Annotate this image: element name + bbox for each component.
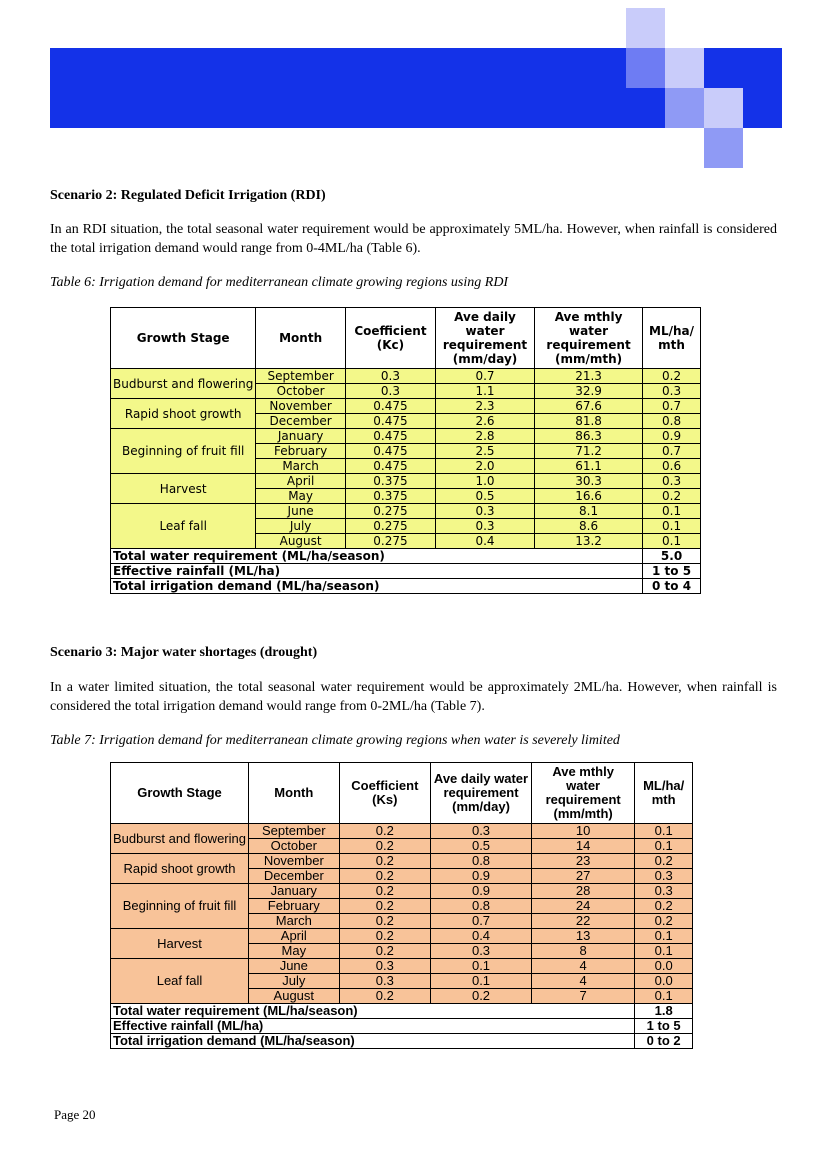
monthly-cell: 7 [532, 989, 635, 1004]
coefficient-cell: 0.475 [345, 459, 435, 474]
table-row [111, 399, 701, 414]
stage-cell: Leaf fall [111, 504, 256, 549]
monthly-cell: 27 [532, 869, 635, 884]
coefficient-cell: 0.2 [339, 944, 430, 959]
table-row [111, 474, 701, 489]
coefficient-cell: 0.3 [345, 369, 435, 384]
daily-cell: 2.5 [436, 444, 535, 459]
effective-rainfall-value: 1 to 5 [643, 564, 701, 579]
coefficient-cell: 0.2 [339, 839, 430, 854]
ml-cell: 0.6 [643, 459, 701, 474]
daily-cell: 0.2 [431, 989, 532, 1004]
header-growth-stage: Growth Stage [111, 763, 249, 824]
month-cell: May [248, 944, 339, 959]
total-row [111, 1034, 693, 1049]
month-cell: June [256, 504, 345, 519]
monthly-cell: 86.3 [534, 429, 642, 444]
ml-cell: 0.1 [635, 944, 693, 959]
monthly-cell: 61.1 [534, 459, 642, 474]
stage-cell: Harvest [111, 474, 256, 504]
month-cell: October [248, 839, 339, 854]
monthly-cell: 24 [532, 899, 635, 914]
header-ave-daily: Ave daily water requirement (mm/day) [431, 763, 532, 824]
monthly-cell: 8 [532, 944, 635, 959]
coefficient-cell: 0.375 [345, 489, 435, 504]
monthly-cell: 67.6 [534, 399, 642, 414]
ml-cell: 0.1 [643, 504, 701, 519]
month-cell: July [256, 519, 345, 534]
page-number: Page 20 [54, 1107, 96, 1122]
ml-cell: 0.1 [643, 534, 701, 549]
decorative-square [704, 128, 743, 168]
header-ave-monthly: Ave mthly water requirement (mm/mth) [534, 308, 642, 369]
daily-cell: 0.4 [436, 534, 535, 549]
month-cell: November [248, 854, 339, 869]
monthly-cell: 81.8 [534, 414, 642, 429]
scenario3-heading: Scenario 3: Major water shortages (drought) [50, 645, 318, 660]
ml-cell: 0.8 [643, 414, 701, 429]
table-row [111, 824, 693, 839]
total-row [111, 1019, 693, 1034]
coefficient-cell: 0.275 [345, 519, 435, 534]
daily-cell: 2.8 [436, 429, 535, 444]
header-month: Month [256, 308, 345, 369]
daily-cell: 0.1 [431, 974, 532, 989]
coefficient-cell: 0.2 [339, 884, 430, 899]
ml-cell: 0.7 [643, 399, 701, 414]
month-cell: January [256, 429, 345, 444]
monthly-cell: 8.6 [534, 519, 642, 534]
monthly-cell: 23 [532, 854, 635, 869]
ml-cell: 0.3 [643, 384, 701, 399]
header-ave-daily: Ave daily water requirement (mm/day) [436, 308, 535, 369]
scenario2-heading: Scenario 2: Regulated Deficit Irrigation (RDI) [50, 188, 326, 203]
month-cell: August [256, 534, 345, 549]
total-row [111, 579, 701, 594]
daily-cell: 0.7 [436, 369, 535, 384]
decorative-square [626, 8, 665, 48]
effective-rainfall-value: 1 to 5 [635, 1019, 693, 1034]
coefficient-cell: 0.2 [339, 989, 430, 1004]
header-coefficient: Coefficient (Kc) [345, 308, 435, 369]
ml-cell: 0.1 [635, 824, 693, 839]
daily-cell: 0.1 [431, 959, 532, 974]
daily-cell: 0.3 [436, 504, 535, 519]
month-cell: February [256, 444, 345, 459]
ml-cell: 0.0 [635, 974, 693, 989]
month-cell: September [256, 369, 345, 384]
ml-cell: 0.3 [635, 884, 693, 899]
coefficient-cell: 0.475 [345, 399, 435, 414]
decorative-square [665, 48, 704, 88]
ml-cell: 0.2 [643, 369, 701, 384]
daily-cell: 2.0 [436, 459, 535, 474]
month-cell: January [248, 884, 339, 899]
monthly-cell: 21.3 [534, 369, 642, 384]
month-cell: February [248, 899, 339, 914]
month-cell: March [256, 459, 345, 474]
coefficient-cell: 0.475 [345, 429, 435, 444]
daily-cell: 0.5 [431, 839, 532, 854]
month-cell: April [248, 929, 339, 944]
irrigation-demand-label: Total irrigation demand (ML/ha/season) [111, 1034, 635, 1049]
ml-cell: 0.7 [643, 444, 701, 459]
decorative-square [665, 88, 704, 128]
monthly-cell: 8.1 [534, 504, 642, 519]
monthly-cell: 13 [532, 929, 635, 944]
ml-cell: 0.1 [643, 519, 701, 534]
header-coefficient: Coefficient (Ks) [339, 763, 430, 824]
stage-cell: Leaf fall [111, 959, 249, 1004]
ml-cell: 0.2 [635, 854, 693, 869]
coefficient-cell: 0.475 [345, 444, 435, 459]
monthly-cell: 30.3 [534, 474, 642, 489]
month-cell: September [248, 824, 339, 839]
daily-cell: 1.0 [436, 474, 535, 489]
month-cell: June [248, 959, 339, 974]
daily-cell: 0.5 [436, 489, 535, 504]
ml-cell: 0.1 [635, 839, 693, 854]
coefficient-cell: 0.275 [345, 534, 435, 549]
stage-cell: Rapid shoot growth [111, 399, 256, 429]
coefficient-cell: 0.2 [339, 854, 430, 869]
ml-cell: 0.0 [635, 959, 693, 974]
monthly-cell: 13.2 [534, 534, 642, 549]
effective-rainfall-label: Effective rainfall (ML/ha) [111, 1019, 635, 1034]
stage-cell: Rapid shoot growth [111, 854, 249, 884]
decorative-square [743, 48, 782, 88]
scenario2-paragraph: In an RDI situation, the total seasonal water requirement would be approximately 5ML/ha. However, when rainfall is considered the total irrigation demand would range from 0-4ML/ha (Table 6). [50, 222, 777, 256]
month-cell: May [256, 489, 345, 504]
total-row [111, 564, 701, 579]
monthly-cell: 16.6 [534, 489, 642, 504]
decorative-square [704, 88, 743, 128]
effective-rainfall-label: Effective rainfall (ML/ha) [111, 564, 643, 579]
monthly-cell: 4 [532, 959, 635, 974]
decorative-square [626, 48, 665, 88]
month-cell: March [248, 914, 339, 929]
total-row [111, 549, 701, 564]
daily-cell: 0.8 [431, 899, 532, 914]
ml-cell: 0.2 [635, 914, 693, 929]
header-ml-ha-mth: ML/ha/ mth [635, 763, 693, 824]
month-cell: August [248, 989, 339, 1004]
daily-cell: 0.3 [436, 519, 535, 534]
stage-cell: Beginning of fruit fill [111, 429, 256, 474]
ml-cell: 0.3 [635, 869, 693, 884]
monthly-cell: 22 [532, 914, 635, 929]
coefficient-cell: 0.3 [339, 974, 430, 989]
stage-cell: Harvest [111, 929, 249, 959]
month-cell: October [256, 384, 345, 399]
ml-cell: 0.9 [643, 429, 701, 444]
coefficient-cell: 0.3 [339, 959, 430, 974]
coefficient-cell: 0.2 [339, 869, 430, 884]
coefficient-cell: 0.275 [345, 504, 435, 519]
coefficient-cell: 0.2 [339, 824, 430, 839]
table-row [111, 884, 693, 899]
daily-cell: 0.7 [431, 914, 532, 929]
monthly-cell: 10 [532, 824, 635, 839]
month-cell: December [256, 414, 345, 429]
table-row [111, 959, 693, 974]
ml-cell: 0.3 [643, 474, 701, 489]
table-row [111, 854, 693, 869]
table-row [111, 369, 701, 384]
ml-cell: 0.2 [635, 899, 693, 914]
header-month: Month [248, 763, 339, 824]
coefficient-cell: 0.3 [345, 384, 435, 399]
scenario3-paragraph: In a water limited situation, the total seasonal water requirement would be approximately 2ML/ha. However, when rainfall is considered the total irrigation demand would range from 0-2ML/ha (Table 7). [50, 680, 777, 714]
total-water-label: Total water requirement (ML/ha/season) [111, 1004, 635, 1019]
coefficient-cell: 0.375 [345, 474, 435, 489]
coefficient-cell: 0.2 [339, 914, 430, 929]
stage-cell: Beginning of fruit fill [111, 884, 249, 929]
daily-cell: 0.9 [431, 869, 532, 884]
irrigation-demand-label: Total irrigation demand (ML/ha/season) [111, 579, 643, 594]
total-water-value: 5.0 [643, 549, 701, 564]
ml-cell: 0.2 [643, 489, 701, 504]
monthly-cell: 32.9 [534, 384, 642, 399]
table-row [111, 429, 701, 444]
ml-cell: 0.1 [635, 929, 693, 944]
monthly-cell: 71.2 [534, 444, 642, 459]
header-ave-monthly: Ave mthly water requirement (mm/mth) [532, 763, 635, 824]
monthly-cell: 14 [532, 839, 635, 854]
month-cell: December [248, 869, 339, 884]
table-row [111, 504, 701, 519]
header-growth-stage: Growth Stage [111, 308, 256, 369]
monthly-cell: 28 [532, 884, 635, 899]
month-cell: April [256, 474, 345, 489]
daily-cell: 1.1 [436, 384, 535, 399]
coefficient-cell: 0.2 [339, 899, 430, 914]
table7-caption: Table 7: Irrigation demand for mediterranean climate growing regions when water is severely limited [50, 733, 620, 748]
daily-cell: 0.3 [431, 824, 532, 839]
month-cell: July [248, 974, 339, 989]
total-water-value: 1.8 [635, 1004, 693, 1019]
daily-cell: 0.3 [431, 944, 532, 959]
table-7 [110, 762, 693, 1049]
irrigation-demand-value: 0 to 4 [643, 579, 701, 594]
daily-cell: 0.8 [431, 854, 532, 869]
daily-cell: 0.9 [431, 884, 532, 899]
daily-cell: 2.3 [436, 399, 535, 414]
total-row [111, 1004, 693, 1019]
monthly-cell: 4 [532, 974, 635, 989]
stage-cell: Budburst and flowering [111, 824, 249, 854]
table-row [111, 929, 693, 944]
header-ml-ha-mth: ML/ha/ mth [643, 308, 701, 369]
coefficient-cell: 0.475 [345, 414, 435, 429]
stage-cell: Budburst and flowering [111, 369, 256, 399]
irrigation-demand-value: 0 to 2 [635, 1034, 693, 1049]
month-cell: November [256, 399, 345, 414]
daily-cell: 2.6 [436, 414, 535, 429]
coefficient-cell: 0.2 [339, 929, 430, 944]
daily-cell: 0.4 [431, 929, 532, 944]
table-6 [110, 307, 701, 594]
total-water-label: Total water requirement (ML/ha/season) [111, 549, 643, 564]
ml-cell: 0.1 [635, 989, 693, 1004]
table6-caption: Table 6: Irrigation demand for mediterranean climate growing regions using RDI [50, 275, 509, 290]
